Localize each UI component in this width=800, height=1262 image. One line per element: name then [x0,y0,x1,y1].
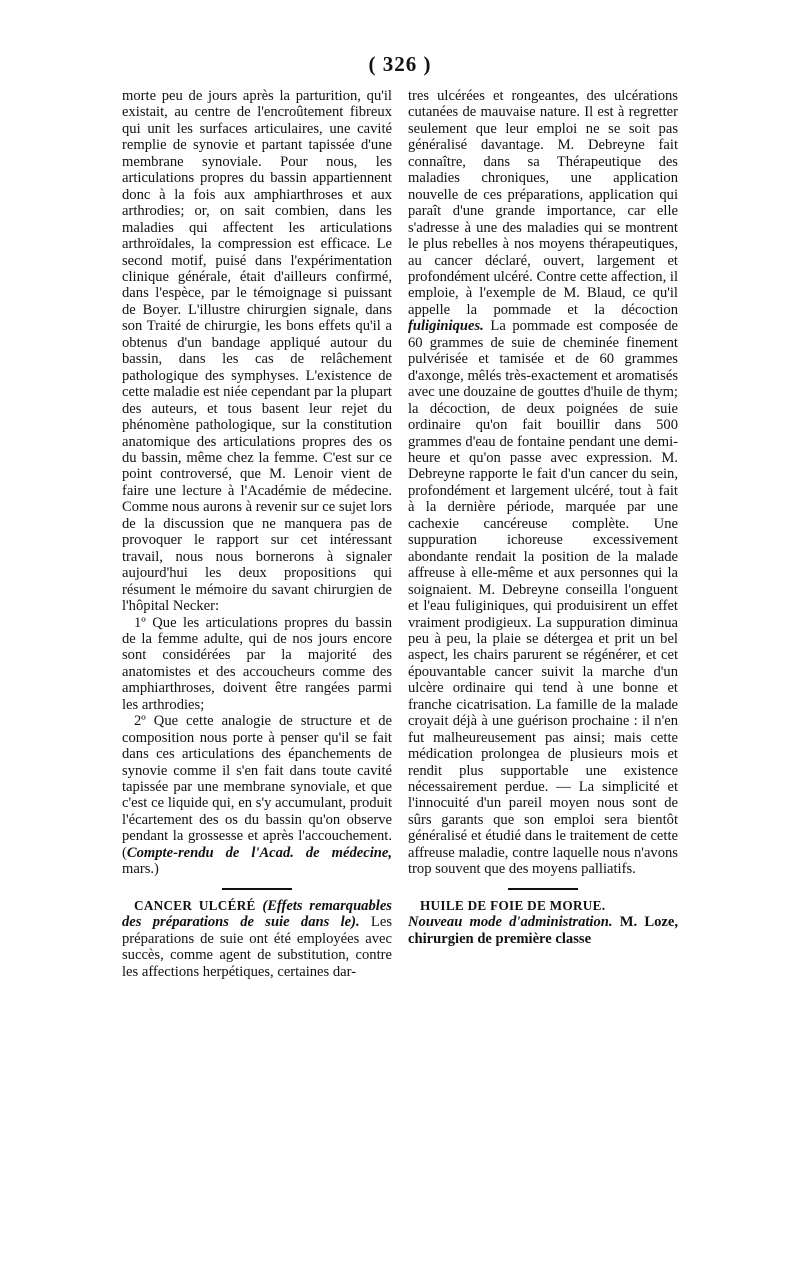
right-paragraph-text-a: tres ulcérées et rongeantes, des ulcérations cutanées de mauvaise nature. Il est à regretter seulement que leur emploi ne se soit pas généralisé davantage. M. Debreyne fait connaître, dans sa Thérapeutique des maladies chroniques, une application nouvelle de ces préparations, application qui paraît d'une grande importance, car elle s'adresse à une des maladies qui se montrent le plus rebelles à nos moyens thérapeutiques, au cancer déclaré, ouvert, largement et profondément ulcéré. Contre cette affection, il emploie, à l'exemple de M. Blaud, ce qu'il appelle la pommade et la décoction [408,88,679,318]
right-column [408,88,678,947]
left-column [122,88,392,980]
right-paragraph-text-b: La pommade est composée de 60 grammes de suie de cheminée finement pulvérisée et tamisée et de 60 grammes d'axonge, mêlés très-exactement et aromatisés avec une douzaine de gouttes d'huile de thym; la décoction, de deux poignées de suie ordinaire qu'on fait bouillir dans 500 grammes d'eau de fontaine pendant une demi-heure et qu'on passe avec expression. M. Debreyne rapporte le fait d'un cancer du sein, profondément et largement ulcéré, tout à fait à la dernière période, marquée par une cachexie cancéreuse complète. Une suppuration ichoreuse excessivement abondante rendait la position de la malade affreuse à elle-même et aux personnes qui la soignaient. M. Debreyne conseilla l'onguent et l'eau fuliginiques, qui produisirent un effet vraiment prodigieux. La suppuration diminua peu à peu, la plaie se détergea et prit un bel aspect, les chairs parurent se régénérer, et cet épouvantable cancer suivit la marche d'un ulcère ordinaire qui tend à une bonne et franche cicatrisation. La famille de la malade croyait déjà à une guérison prochaine : il n'en fut malheureusement pas ainsi; mais cette médication prolongea de plusieurs mois et rendit plus supportable une existence nécessairement perdue. — La simplicité et l'innocuité d'un pareil moyen nous sont de sûrs garants que son emploi sera bientôt généralisé et étudié dans le traitement de cette affreuse maladie, contre laquelle nous n'avons trop souvent que des moyens palliatifs. [408,318,678,878]
right-paragraph-1 [408,88,678,878]
article-title: HUILE DE FOIE DE MORUE. [420,897,606,913]
article-body: Les préparations de suie ont été employées avec succès, comme agent de substitution, contre les affections herpétiques, certaines dar- [122,914,392,980]
left-proposition-2 [122,713,392,878]
fuliginiques-term: fuliginiques. [408,318,484,335]
article-subtitle: (Effets remarquables des préparations de suie dans le). [122,897,392,931]
section-divider [508,888,578,890]
citation-source: Compte-rendu de l'Acad. de médecine, [126,844,392,861]
article-subtitle: Nouveau mode d'administration. [408,914,613,931]
left-proposition-1: 1º Que les articulations propres du bassin de la femme adulte, qui de nos jours encore sont considérées par la majorité des anatomistes et des accoucheurs comme des amphiarthroses, doivent être rangées parmi les arthrodies; [122,614,392,713]
left-paragraph-1: morte peu de jours après la parturition, qu'il existait, au centre de l'encroûtement fibreux qui unit les surfaces articulaires, une cavité remplie de synovie et partant tapissée d'une membrane synoviale. Pour nous, les articulations propres du bassin appartiennent donc à la fois aux amphiarthroses et aux arthrodies; or, on sait combien, dans les maladies qui affectent les articulations arthroïdales, la compression est efficace. Le second motif, puisé dans l'expérimentation clinique générale, était d'ailleurs confirmé, dans l'espèce, par le témoignage si puissant de Boyer. L'illustre chirurgien signale, dans son Traité de chirurgie, les bons effets qu'il a obtenus d'un bandage appliqué autour du bassin, dans les cas de relâchement pathologique des symphyses. L'existence de cette maladie est niée cependant par la plupart des auteurs, et tous basent leur rejet du phénomène pathologique, sur la constitution anatomique des articulations propres des os du bassin, même chez la femme. C'est sur ce point controversé, que M. Lenoir vient de faire une lecture à l'Académie de médecine. Comme nous aurons à revenir sur ce sujet lors de la discussion que ne manquera pas de provoquer le rapport sur cet intéressant travail, nous nous bornerons à signaler aujourd'hui les deux propositions qui résument le mémoire du savant chirurgien de l'hôpital Necker: [122,88,392,615]
citation-date: mars.) [122,861,159,878]
section-divider [222,888,292,890]
article-cancer-ulcere [122,898,392,980]
left-proposition-2-text: 2º Que cette analogie de structure et de composition nous porte à penser qu'il se fait dans ces articulations des épanchements de synovie comme il s'en fait dans toute cavité tapissée par une membrane synoviale, et que c'est ce liquide qui, en s'y accumulant, produit l'écartement des os du bassin qu'on observe pendant la grossesse et après l'accouchement. ( [122,713,392,861]
article-huile-foie-morue [408,898,678,947]
article-title: CANCER ULCÉRÉ [134,897,256,913]
page-number: ( 326 ) [368,52,432,76]
article-body: M. Loze, chirurgien de première classe [408,914,678,947]
